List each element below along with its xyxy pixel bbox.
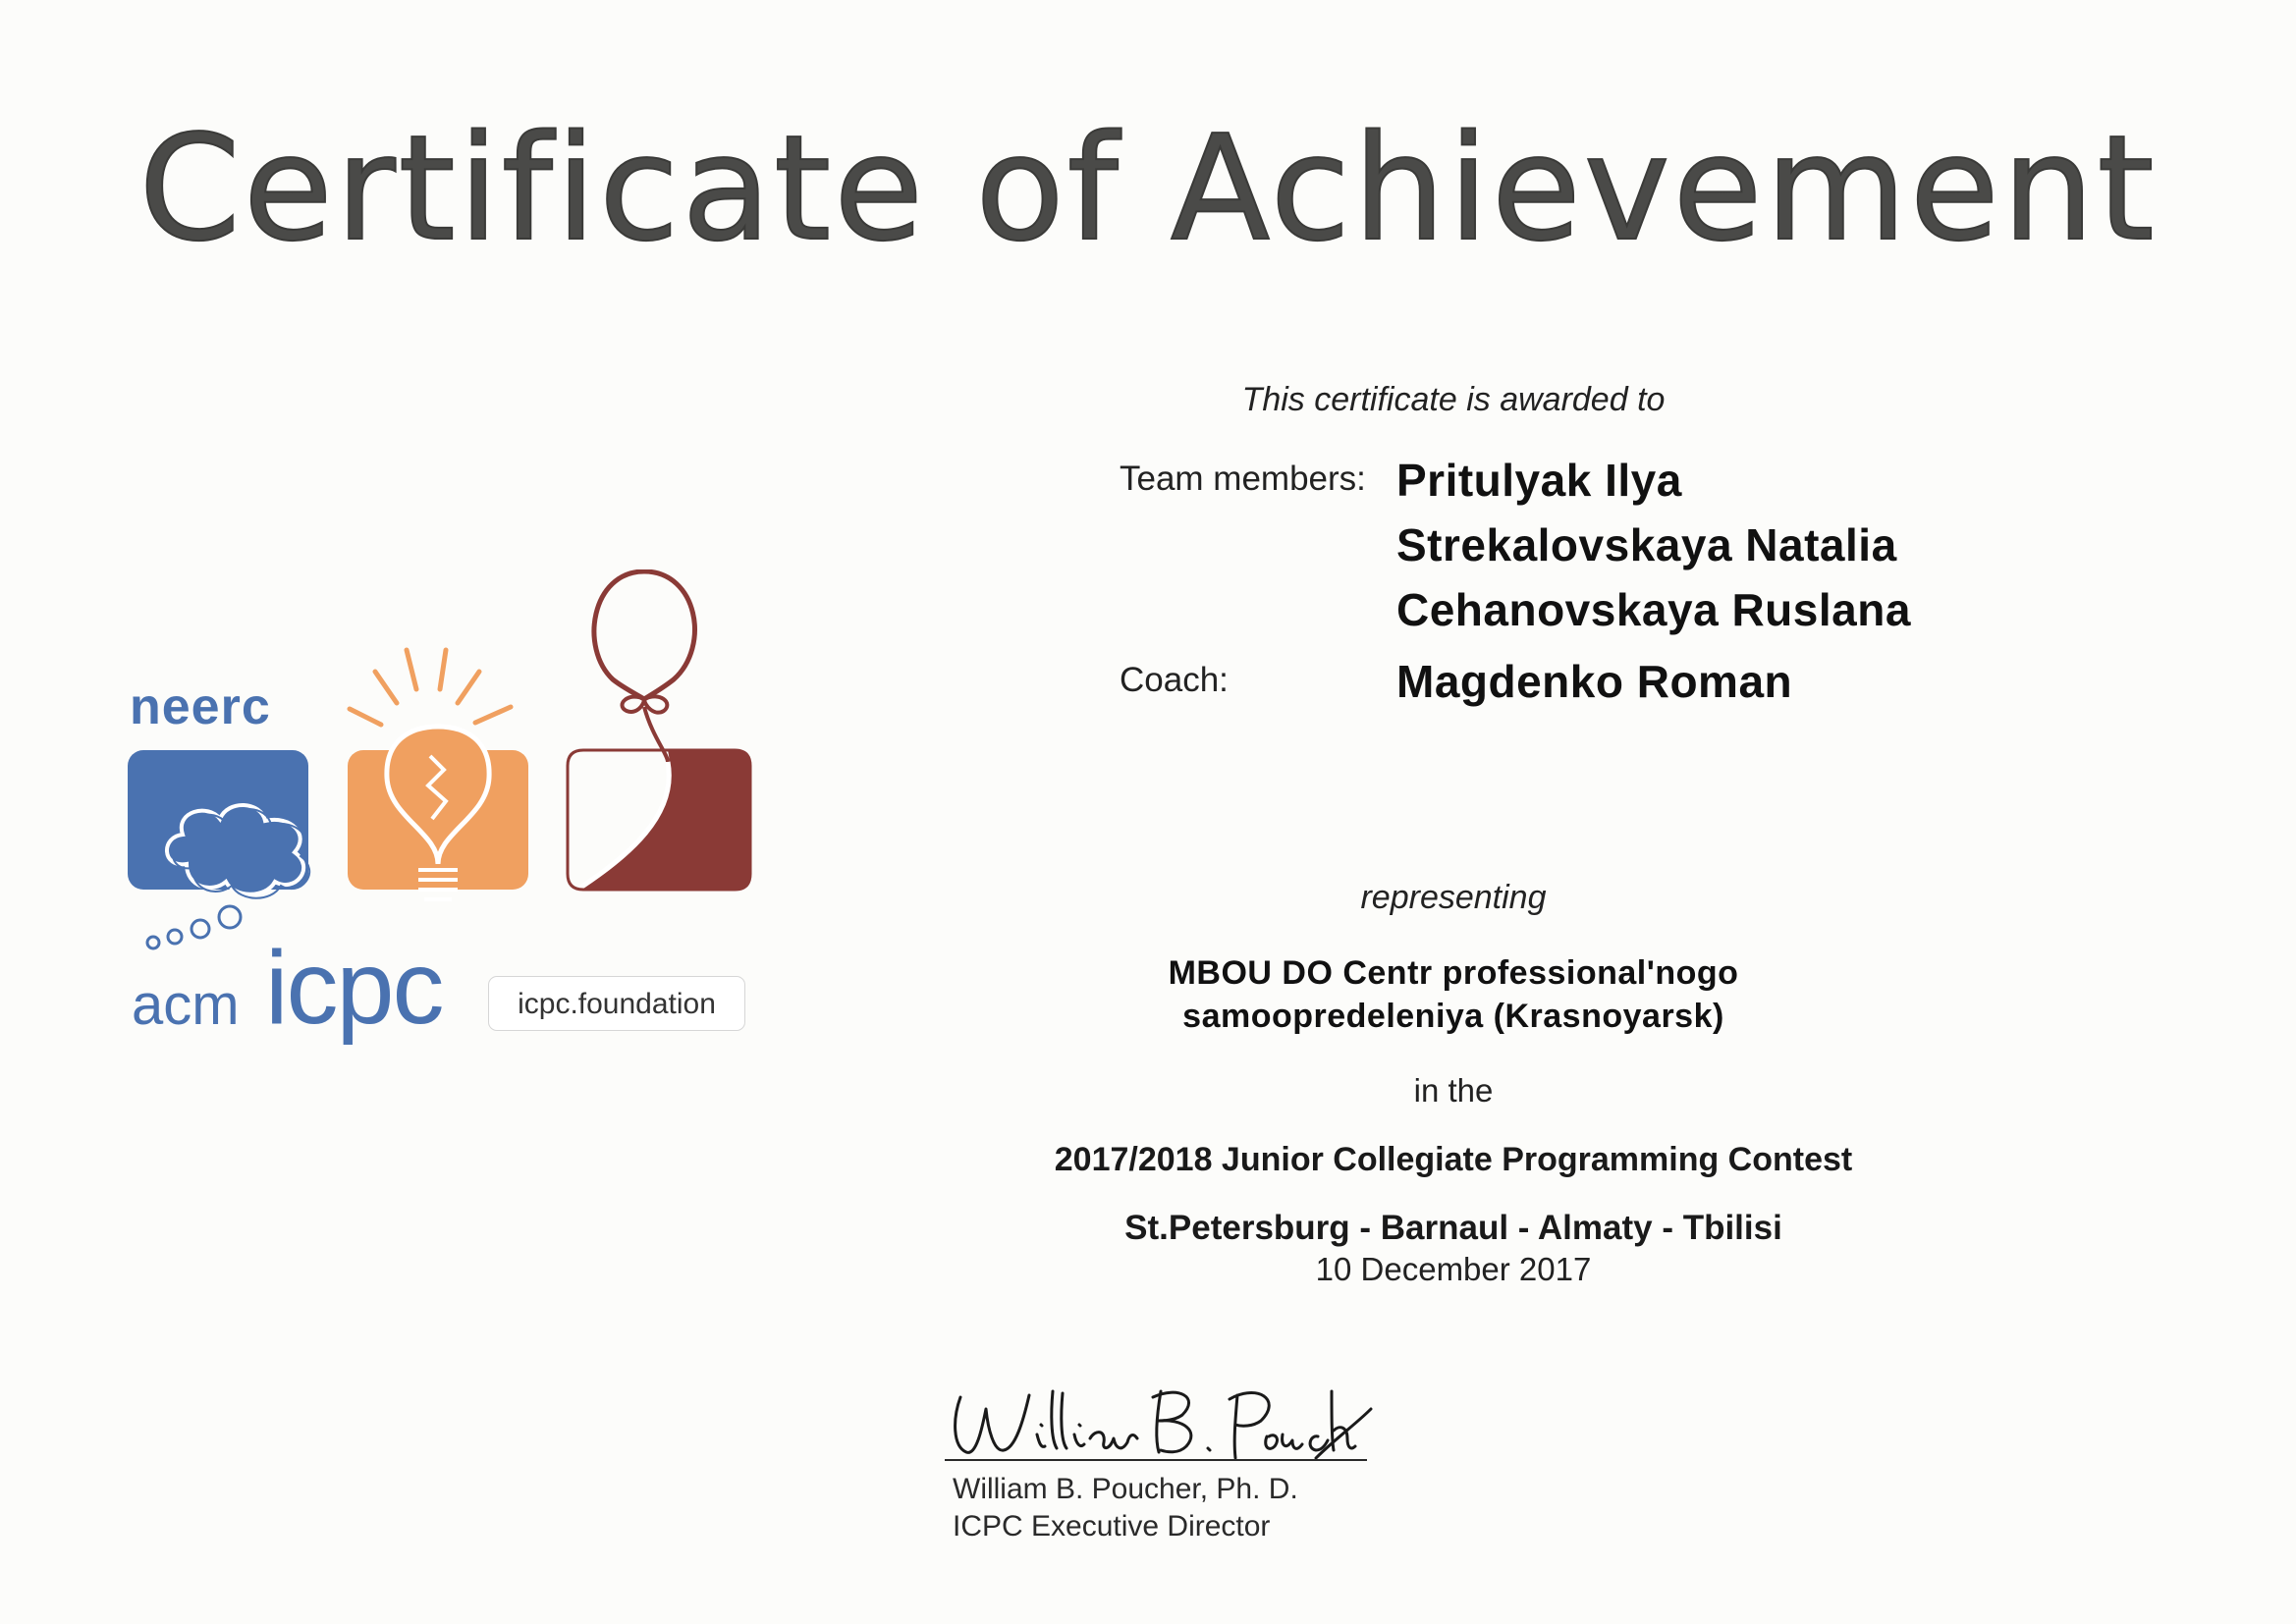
team-member-name: Pritulyak Ilya <box>1396 455 1682 506</box>
coach-name: Magdenko Roman <box>1396 656 1793 707</box>
certificate-title: Certificate of Achievement <box>138 104 2158 273</box>
acm-wordmark: acm <box>132 973 240 1037</box>
contest-date: 10 December 2017 <box>1315 1251 1592 1287</box>
representing-text: representing <box>1360 879 1547 916</box>
neerc-wordmark: neerc <box>130 678 271 735</box>
neerc-icpc-logo <box>118 569 776 952</box>
organization-line-2: samoopredeleniya (Krasnoyarsk) <box>1182 998 1724 1035</box>
signer-role: ICPC Executive Director <box>953 1510 1271 1543</box>
balloon-icon <box>568 571 750 890</box>
team-members-label: Team members: <box>1120 460 1366 498</box>
contest-name: 2017/2018 Junior Collegiate Programming Contest <box>1054 1141 1853 1178</box>
thought-cloud-icon <box>128 750 309 948</box>
organization-line-1: MBOU DO Centr professional'nogo <box>1168 954 1739 992</box>
coach-label: Coach: <box>1120 661 1229 699</box>
icpc-wordmark: icpc <box>265 930 443 1046</box>
signature <box>943 1370 1375 1468</box>
team-member-name: Strekalovskaya Natalia <box>1396 519 1897 570</box>
contest-cities: St.Petersburg - Barnaul - Almaty - Tbilisi <box>1124 1209 1782 1247</box>
icpc-foundation-badge: icpc.foundation <box>488 976 745 1031</box>
awarded-to-text: This certificate is awarded to <box>1241 381 1666 418</box>
team-member-name: Cehanovskaya Ruslana <box>1396 584 1911 635</box>
in-the-text: in the <box>1413 1072 1494 1109</box>
signature-line <box>945 1459 1367 1461</box>
lightbulb-icon <box>348 650 528 899</box>
signer-name: William B. Poucher, Ph. D. <box>953 1473 1298 1505</box>
